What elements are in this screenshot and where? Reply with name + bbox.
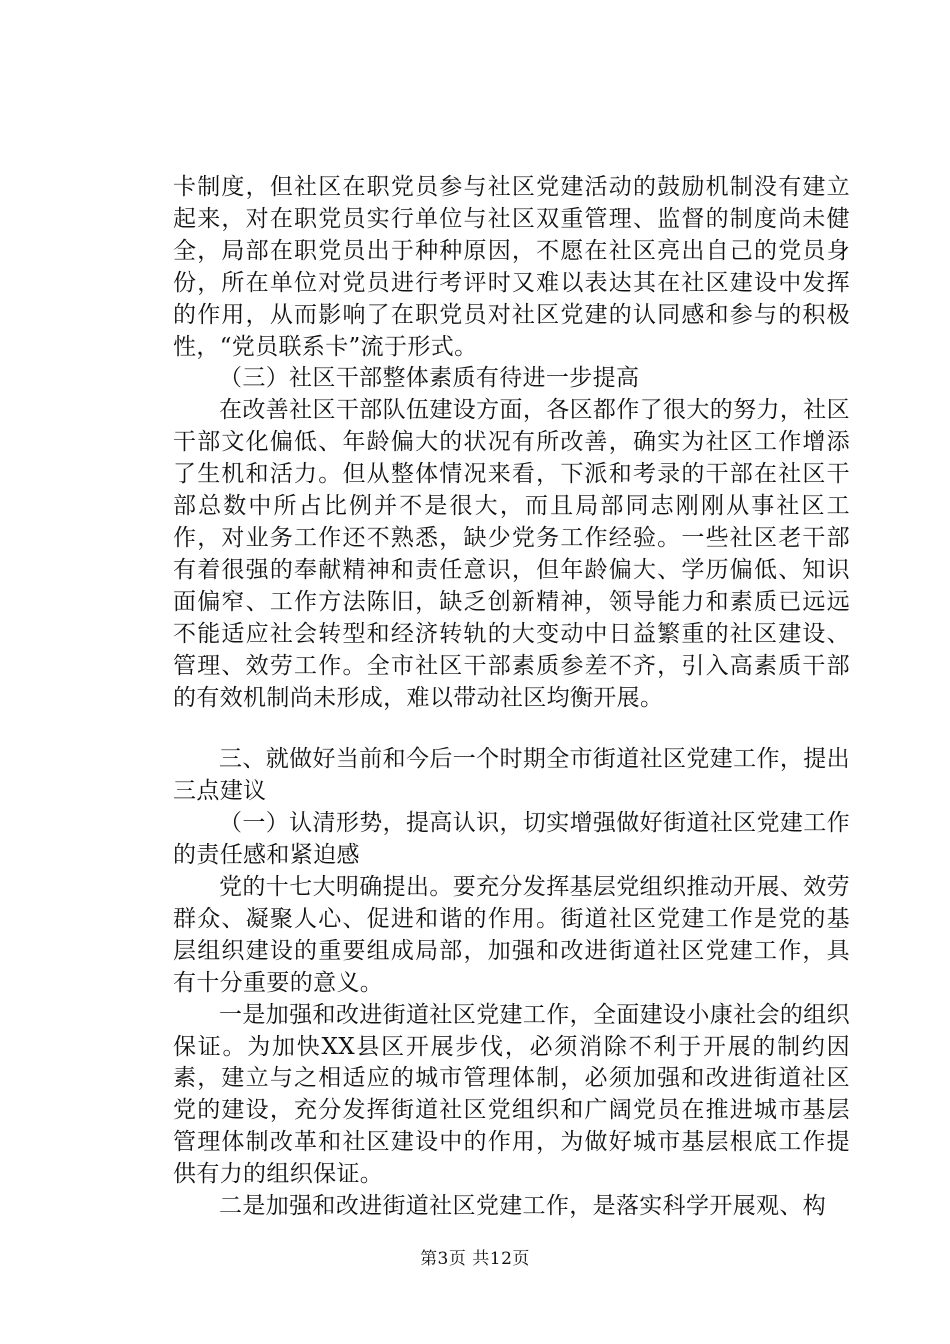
- paragraph-point-two: 二是加强和改进街道社区党建工作，是落实科学开展观、构: [219, 1193, 827, 1220]
- paragraph-continuation: 卡制度，但社区在职党员参与社区党建活动的鼓励机制没有建立起来，对在职党员实行单位与社区双重管理、监督的制度尚未健全，局部在职党员出于种种原因，不愿在社区亮出自己的党员身份，所在单位对党员进行考评时又难以表达其在社区建设中发挥的作用，从而影响了在职党员对社区党建的认同感和参与的积极性，“党员联系卡”流于形式。: [173, 174, 850, 360]
- subheading-one: （一）认清形势，提高认识，切实增强做好街道社区党建工作的责任感和紧迫感: [173, 810, 850, 869]
- paragraph-cadre-quality: 在改善社区干部队伍建设方面，各区都作了很大的努力，社区干部文化偏低、年龄偏大的状况有所改善，确实为社区工作增添了生机和活力。但从整体情况来看，下派和考录的干部在社区干部总数中所占比例并不是很大，而且局部同志刚刚从事社区工作，对业务工作还不熟悉，缺少党务工作经验。一些社区老干部有着很强的奉献精神和责任意识，但年龄偏大、学历偏低、知识面偏窄、工作方法陈旧，缺乏创新精神，领导能力和素质已远远不能适应社会转型和经济转轨的大变动中日益繁重的社区建设、管理、效劳工作。全市社区干部素质参差不齐，引入高素质干部的有效机制尚未形成，难以带动社区均衡开展。: [173, 397, 850, 711]
- section-gap: [173, 714, 850, 744]
- page-number-footer: 第3页 共12页: [420, 1249, 530, 1269]
- subheading-three: （三）社区干部整体素质有待进一步提高: [219, 365, 640, 392]
- section-heading-three: 三、就做好当前和今后一个时期全市街道社区党建工作，提出三点建议: [173, 746, 850, 805]
- document-body: [173, 172, 850, 1223]
- paragraph-point-one: 一是加强和改进街道社区党建工作，全面建设小康社会的组织保证。为加快XX县区开展步伐，必须消除不利于开展的制约因素，建立与之相适应的城市管理体制，必须加强和改进街道社区党的建设，充分发挥街道社区党组织和广阔党员在推进城市基层管理体制改革和社区建设中的作用，为做好城市基层根底工作提供有力的组织保证。: [173, 1001, 850, 1188]
- paragraph-seventeenth-congress: 党的十七大明确提出。要充分发挥基层党组织推动开展、效劳群众、凝聚人心、促进和谐的作用。街道社区党建工作是党的基层组织建设的重要组成局部，加强和改进街道社区党建工作，具有十分重要的意义。: [173, 874, 850, 996]
